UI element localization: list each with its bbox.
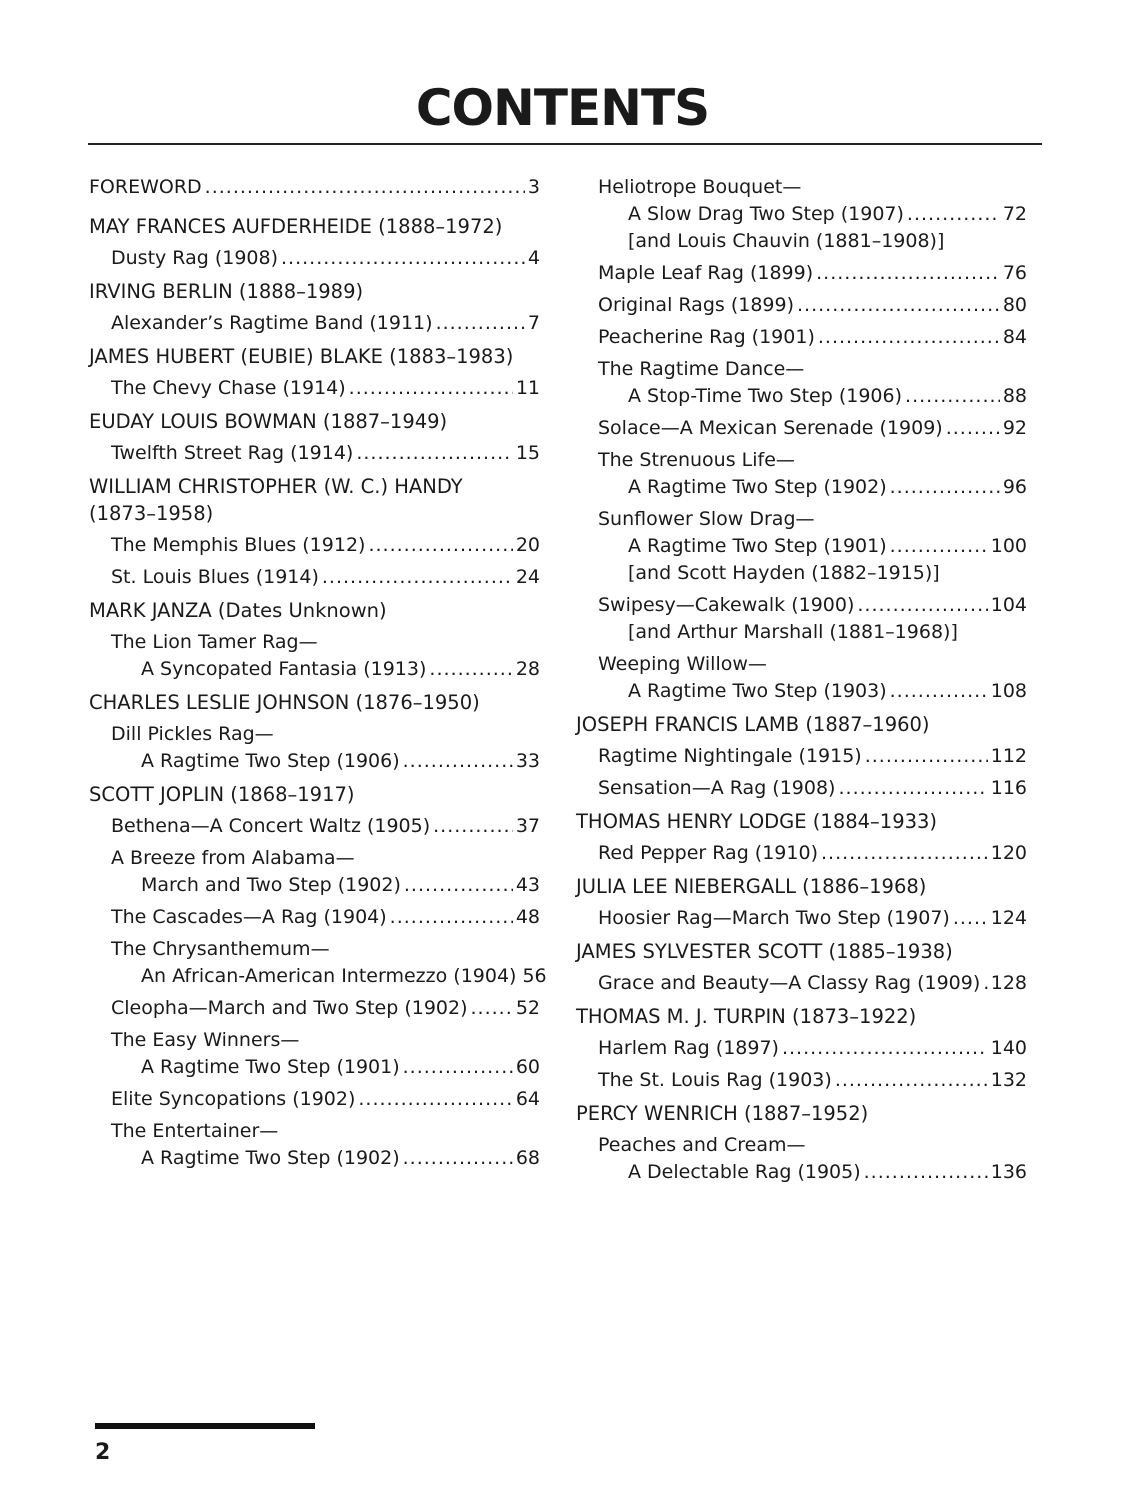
entry-page-number: 37 xyxy=(515,815,540,837)
entry-page-number: 68 xyxy=(515,1147,540,1169)
composer-name: JULIA LEE NIEBERGALL (1886–1968) xyxy=(576,875,927,898)
composer-section xyxy=(89,343,540,402)
entry-title: Harlem Rag (1897) xyxy=(598,1037,779,1059)
entry-title: Dusty Rag (1908) xyxy=(111,247,279,269)
entry-line xyxy=(111,1054,540,1081)
leader-dots xyxy=(429,656,512,683)
entry-line xyxy=(111,440,540,467)
entry-page-number: 11 xyxy=(515,377,540,399)
toc-entry[interactable] xyxy=(576,447,1027,501)
entry-title: The St. Louis Rag (1903) xyxy=(598,1069,832,1091)
page-title: CONTENTS xyxy=(415,79,710,137)
entry-page-number: 96 xyxy=(1002,476,1027,498)
composer-dates: (1873–1958) xyxy=(89,502,214,525)
entry-title: A Ragtime Two Step (1901) xyxy=(628,535,887,557)
composer-section xyxy=(89,473,540,591)
entry-title: St. Louis Blues (1914) xyxy=(111,566,319,588)
entry-page-number: 104 xyxy=(990,594,1027,616)
entry-line xyxy=(598,970,1027,997)
entry-line xyxy=(598,1035,1027,1062)
entry-note: [and Arthur Marshall (1881–1968)] xyxy=(628,621,958,643)
composer-heading xyxy=(89,781,540,808)
leader-dots xyxy=(865,743,988,770)
entry-title: Red Pepper Rag (1910) xyxy=(598,842,818,864)
composer-heading xyxy=(576,711,1027,738)
entry-title: Solace—A Mexican Serenade (1909) xyxy=(598,417,943,439)
composer-heading xyxy=(89,408,540,435)
entry-page-number: 33 xyxy=(515,750,540,772)
leader-dots xyxy=(403,1054,513,1081)
composer-heading xyxy=(89,473,540,527)
toc-entry[interactable] xyxy=(576,356,1027,410)
entry-page-number: 24 xyxy=(515,566,540,588)
composer-name: MARK JANZA (Dates Unknown) xyxy=(89,599,387,622)
title-rule xyxy=(88,143,1042,145)
entry-page-number: 4 xyxy=(527,247,540,269)
foreword-entry[interactable] xyxy=(89,174,540,201)
entry-title: Twelfth Street Rag (1914) xyxy=(111,442,354,464)
entry-page-number: 80 xyxy=(1002,294,1027,316)
entry-title-line: Dill Pickles Rag— xyxy=(111,723,274,745)
entry-page-number: 136 xyxy=(990,1161,1027,1183)
composer-heading xyxy=(89,343,540,370)
entry-line xyxy=(111,748,540,775)
entry-title: A Ragtime Two Step (1901) xyxy=(141,1056,400,1078)
entry-title: An African-American Intermezzo (1904) xyxy=(141,965,517,987)
toc-entry[interactable] xyxy=(89,532,540,559)
entry-title: The Chevy Chase (1914) xyxy=(111,377,346,399)
composer-name: SCOTT JOPLIN (1868–1917) xyxy=(89,783,355,806)
composer-section xyxy=(576,938,1027,997)
entry-line xyxy=(111,995,540,1022)
entry-title: Maple Leaf Rag (1899) xyxy=(598,262,814,284)
composer-heading xyxy=(576,938,1027,965)
composer-section xyxy=(89,213,540,272)
leader-dots xyxy=(322,564,513,591)
entry-line xyxy=(598,201,1027,228)
entry-line xyxy=(598,415,1027,442)
composer-section xyxy=(576,873,1027,932)
entry-page-number: 64 xyxy=(515,1088,540,1110)
entry-line xyxy=(111,375,540,402)
foreword-page: 3 xyxy=(527,176,540,198)
toc-entry[interactable] xyxy=(576,1132,1027,1186)
entry-page-number: 43 xyxy=(515,874,540,896)
entry-title: Grace and Beauty—A Classy Rag (1909) xyxy=(598,972,981,994)
entry-line xyxy=(111,813,540,840)
entry-title-line: The Chrysanthemum— xyxy=(111,938,330,960)
entry-title: Cleopha—March and Two Step (1902) xyxy=(111,997,468,1019)
toc-entry[interactable] xyxy=(89,845,540,899)
entry-title-line: The Strenuous Life— xyxy=(598,449,795,471)
toc-entry[interactable] xyxy=(89,1027,540,1081)
entry-title-line: The Easy Winners— xyxy=(111,1029,300,1051)
toc-entry[interactable] xyxy=(89,245,540,272)
entry-line xyxy=(111,904,540,931)
entry-title: The Cascades—A Rag (1904) xyxy=(111,906,387,928)
entry-title: A Ragtime Two Step (1903) xyxy=(628,680,887,702)
entry-page-number: 15 xyxy=(515,442,540,464)
composer-name: THOMAS HENRY LODGE (1884–1933) xyxy=(576,810,938,833)
toc-entry[interactable] xyxy=(89,995,540,1022)
leader-dots xyxy=(281,245,525,272)
entry-title: Swipesy—Cakewalk (1900) xyxy=(598,594,855,616)
leader-dots xyxy=(471,995,513,1022)
leader-dots xyxy=(436,310,525,337)
entry-line xyxy=(111,564,540,591)
entry-page-number: 88 xyxy=(1002,385,1027,407)
entry-page-number: 76 xyxy=(1002,262,1027,284)
toc-entry[interactable] xyxy=(89,440,540,467)
toc-entry[interactable] xyxy=(89,310,540,337)
entry-title-line: The Entertainer— xyxy=(111,1120,279,1142)
composer-section xyxy=(576,711,1027,802)
entry-page-number: 128 xyxy=(990,972,1027,994)
leader-dots xyxy=(349,375,513,402)
entry-page-number: 92 xyxy=(1002,417,1027,439)
composer-section xyxy=(89,408,540,467)
leader-dots xyxy=(890,474,1000,501)
toc-entry[interactable] xyxy=(576,970,1027,997)
toc-entry[interactable] xyxy=(576,592,1027,646)
entry-line xyxy=(598,324,1027,351)
footer-rule xyxy=(95,1423,315,1429)
entry-line xyxy=(598,905,1027,932)
entry-line xyxy=(598,840,1027,867)
composer-name: IRVING BERLIN (1888–1989) xyxy=(89,280,364,303)
entry-title: Sensation—A Rag (1908) xyxy=(598,777,836,799)
toc-entry[interactable] xyxy=(576,506,1027,587)
leader-dots xyxy=(818,324,1000,351)
entry-line xyxy=(111,245,540,272)
entry-line xyxy=(598,260,1027,287)
toc-entry[interactable] xyxy=(89,375,540,402)
leader-dots xyxy=(953,905,988,932)
entry-line xyxy=(111,656,540,683)
leader-dots xyxy=(403,1145,513,1172)
toc-entry[interactable] xyxy=(576,905,1027,932)
leader-dots xyxy=(404,872,513,899)
leader-dots xyxy=(983,970,987,997)
entry-page-number: 72 xyxy=(1002,203,1027,225)
leader-dots xyxy=(782,1035,988,1062)
composer-heading xyxy=(89,213,540,240)
toc-entry[interactable] xyxy=(89,936,547,990)
entry-title: Bethena—A Concert Waltz (1905) xyxy=(111,815,431,837)
leader-dots xyxy=(907,201,1000,228)
leader-dots xyxy=(205,174,525,201)
entry-line xyxy=(111,963,547,990)
entry-title-line: Peaches and Cream— xyxy=(598,1134,806,1156)
entry-line xyxy=(598,474,1027,501)
entry-title-line: Weeping Willow— xyxy=(598,653,767,675)
toc-entry[interactable] xyxy=(576,840,1027,867)
composer-heading xyxy=(576,808,1027,835)
toc-entry[interactable] xyxy=(89,629,540,683)
toc-entry[interactable] xyxy=(576,775,1027,802)
toc-entry[interactable] xyxy=(576,1035,1027,1062)
entry-title: A Ragtime Two Step (1902) xyxy=(628,476,887,498)
entry-line xyxy=(598,533,1027,560)
entry-page-number: 140 xyxy=(990,1037,1027,1059)
leader-dots xyxy=(946,415,1000,442)
composer-section xyxy=(89,597,540,683)
composer-heading xyxy=(576,1100,1027,1127)
entry-page-number: 28 xyxy=(515,658,540,680)
entry-page-number: 60 xyxy=(515,1056,540,1078)
entry-page-number: 20 xyxy=(515,534,540,556)
entry-line xyxy=(598,775,1027,802)
entry-title: A Delectable Rag (1905) xyxy=(628,1161,861,1183)
entry-title: The Memphis Blues (1912) xyxy=(111,534,366,556)
toc-entry[interactable] xyxy=(576,324,1027,351)
leader-dots xyxy=(890,678,988,705)
entry-title-line: The Lion Tamer Rag— xyxy=(111,631,318,653)
toc-entry[interactable] xyxy=(89,904,540,931)
composer-section xyxy=(576,1003,1027,1094)
continued-entries xyxy=(576,174,1027,705)
entry-line xyxy=(111,310,540,337)
entry-title: A Ragtime Two Step (1902) xyxy=(141,1147,400,1169)
composer-heading xyxy=(576,873,1027,900)
toc-entry[interactable] xyxy=(89,564,540,591)
toc-entry[interactable] xyxy=(89,813,540,840)
toc-entry[interactable] xyxy=(576,743,1027,770)
entry-page-number: 52 xyxy=(515,997,540,1019)
composer-name: JAMES SYLVESTER SCOTT (1885–1938) xyxy=(576,940,953,963)
entry-title: Elite Syncopations (1902) xyxy=(111,1088,356,1110)
entry-line xyxy=(598,678,1027,705)
toc-entry[interactable] xyxy=(576,292,1027,319)
entry-line xyxy=(598,743,1027,770)
composer-heading xyxy=(89,597,540,624)
composer-name: CHARLES LESLIE JOHNSON (1876–1950) xyxy=(89,691,480,714)
leader-dots xyxy=(857,592,987,619)
leader-dots xyxy=(356,440,512,467)
leader-dots xyxy=(835,1067,988,1094)
toc-entry[interactable] xyxy=(89,1118,540,1172)
entry-title: A Stop-Time Two Step (1906) xyxy=(628,385,903,407)
composer-name: JAMES HUBERT (EUBIE) BLAKE (1883–1983) xyxy=(89,345,514,368)
composer-heading xyxy=(89,278,540,305)
entry-title: Ragtime Nightingale (1915) xyxy=(598,745,862,767)
entry-page-number: 100 xyxy=(990,535,1027,557)
composer-name: WILLIAM CHRISTOPHER (W. C.) HANDY xyxy=(89,475,463,498)
entry-title-line: Sunflower Slow Drag— xyxy=(598,508,815,530)
composer-name: THOMAS M. J. TURPIN (1873–1922) xyxy=(576,1005,917,1028)
entry-line xyxy=(598,1067,1027,1094)
entry-title: A Slow Drag Two Step (1907) xyxy=(628,203,904,225)
leader-dots xyxy=(821,840,988,867)
entry-line xyxy=(111,532,540,559)
page-number: 2 xyxy=(95,1440,111,1465)
composer-name: JOSEPH FRANCIS LAMB (1887–1960) xyxy=(576,713,930,736)
entry-title-line: A Breeze from Alabama— xyxy=(111,847,355,869)
leader-dots xyxy=(905,383,1000,410)
foreword-label: FOREWORD xyxy=(89,176,202,198)
leader-dots xyxy=(797,292,1000,319)
toc-entry[interactable] xyxy=(576,415,1027,442)
entry-title: March and Two Step (1902) xyxy=(141,874,401,896)
entry-title: A Syncopated Fantasia (1913) xyxy=(141,658,427,680)
entry-title: Hoosier Rag—March Two Step (1907) xyxy=(598,907,950,929)
composer-name: PERCY WENRICH (1887–1952) xyxy=(576,1102,869,1125)
entry-page-number: 116 xyxy=(990,777,1027,799)
entry-page-number: 124 xyxy=(990,907,1027,929)
entry-line xyxy=(598,383,1027,410)
entry-note: [and Scott Hayden (1882–1915)] xyxy=(628,562,940,584)
entry-line xyxy=(598,1159,1027,1186)
composer-heading xyxy=(89,689,540,716)
entry-title: Alexander’s Ragtime Band (1911) xyxy=(111,312,433,334)
toc-entry[interactable] xyxy=(576,174,1027,255)
toc-entry[interactable] xyxy=(89,721,540,775)
entry-title: Peacherine Rag (1901) xyxy=(598,326,815,348)
leader-dots xyxy=(864,1159,988,1186)
entry-title-line: Heliotrope Bouquet— xyxy=(598,176,802,198)
entry-line xyxy=(111,1086,540,1113)
entry-line xyxy=(598,592,1027,619)
entry-page-number: 108 xyxy=(990,680,1027,702)
contents-right-column xyxy=(576,174,1027,1191)
composer-section xyxy=(89,278,540,337)
composer-heading xyxy=(576,1003,1027,1030)
composer-section xyxy=(576,808,1027,867)
toc-entry[interactable] xyxy=(89,1086,540,1113)
leader-dots xyxy=(390,904,513,931)
composer-section xyxy=(89,781,547,1172)
entry-page-number: 112 xyxy=(990,745,1027,767)
entry-page-number: 56 xyxy=(522,965,547,987)
entry-line xyxy=(111,1145,540,1172)
entry-page-number: 120 xyxy=(990,842,1027,864)
entry-title-line: The Ragtime Dance— xyxy=(598,358,805,380)
toc-entry[interactable] xyxy=(576,1067,1027,1094)
entry-line xyxy=(111,872,540,899)
toc-entry[interactable] xyxy=(576,260,1027,287)
entry-page-number: 48 xyxy=(515,906,540,928)
leader-dots xyxy=(433,813,513,840)
leader-dots xyxy=(358,1086,512,1113)
entry-line xyxy=(598,292,1027,319)
composer-section xyxy=(89,689,540,775)
entry-page-number: 132 xyxy=(990,1069,1027,1091)
leader-dots xyxy=(838,775,987,802)
composer-name: MAY FRANCES AUFDERHEIDE (1888–1972) xyxy=(89,215,503,238)
contents-left-column xyxy=(89,174,547,1177)
composer-section xyxy=(576,1100,1027,1186)
entry-page-number: 84 xyxy=(1002,326,1027,348)
entry-note: [and Louis Chauvin (1881–1908)] xyxy=(628,230,945,252)
entry-title: Original Rags (1899) xyxy=(598,294,794,316)
entry-title: A Ragtime Two Step (1906) xyxy=(141,750,400,772)
entry-page-number: 7 xyxy=(527,312,540,334)
toc-entry[interactable] xyxy=(576,651,1027,705)
leader-dots xyxy=(368,532,512,559)
leader-dots xyxy=(816,260,1000,287)
leader-dots xyxy=(890,533,988,560)
composer-name: EUDAY LOUIS BOWMAN (1887–1949) xyxy=(89,410,448,433)
leader-dots xyxy=(403,748,513,775)
